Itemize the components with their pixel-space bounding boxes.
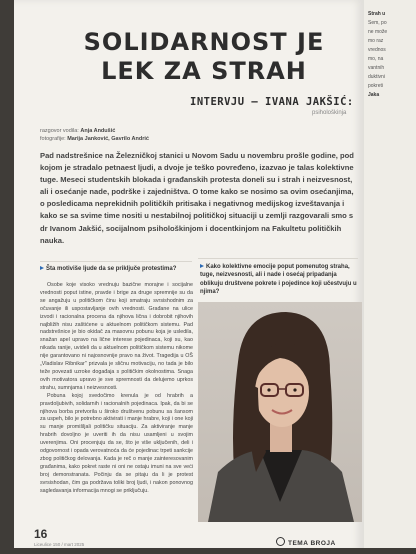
portrait-photo [198,302,362,522]
body-paragraph: Pobuna kojoj svedočimo krenula je od hrabrih a pravdoljubivih, solidarnih i racionalnih pojedinaca. Ipak, da bi se njihova borba pretvorila u široko društvenu pobunu sa šansom za uspeh, bilo je potrebno aktivirati i manje hrabre, koji i one koji su manje promišljali političku situaciju. Za aktiviranje manje hrabrih dovoljno je uveriti ih da nisu usamljeni u svojim uverenjima. Oni procenjuju da se, što je više uključenih, deli i odgovornost i opada verovatnoća da će pojedinac trpeti sankcije zbog političkog delovanja. Kada je reč o manje zainteresovanim građanima, kako pokret raste ni oni ne ostaju imuni na sve veći broj demonstranata. Počinju da se pitaju da li je protest svrsishodan, čim ga podržava toliki broj ljudi, i nakon ponovnog sagledavanja informacija mnogi se priključuju. [40,392,193,494]
magazine-page [14,0,364,554]
photographers: Marija Janković, Gavrilo Andrić [67,136,149,142]
facing-line: mo, na [368,56,384,62]
article-credits [40,127,149,143]
facing-line: Jaka [368,92,380,98]
portrait-illustration [198,302,362,522]
author-name: Anja Andušić [80,128,116,134]
facing-page [362,0,416,554]
question-right-text: Kako kolektivne emocije poput pomenutog straha, tuge, neizvesnosti, ali i nade i osećaj pripadanja oblikuju društvene pokrete i pojedince koji učestvuju u njima? [200,264,357,295]
facing-line: Strah u [368,11,386,17]
body-paragraph: Osobe koje visoko vrednuju bazične morajne i socijalne vrednosti poput istine, pravde i brige za druge spremnije su da se angažuju u političkom činu koji smatraju svrsishodnim za očuvanje ili uspostavljanje ovih vrednosti. Građane na ulice izvodi i racionalna procena da njihova lična i dobrobit njihovih najbližih nisu zaštićene u aktuelnom političkom sistemu. Pad nadstrešnice je bio okidač za masovnu pobunu koja je usledila, snažan apel upravo na lične interese pojedinaca, koji su, kao nikada ranije, uvideli da u aktuelnom političkom sistemu nikome nije garantovano ni najosnovnije pravo na život. Tragedija u OŠ „Vladislav Ribnikar" prizvala je sličnu motivaciju, no tada je bilo teže povezati uzroke događaja s političkim okolnostima. Snaga ovih motivatora upravo je sve spremnosti da delujemo uprkos strahu, sumnjama i neizvesnosti. [40,282,193,391]
author-label: razgovor vodila: [40,128,79,134]
article-title [54,28,354,86]
title-line-1: SOLIDARNOST JE [83,28,325,56]
facing-line: duktivni [368,74,385,80]
background-left [0,0,14,554]
facing-line: Sem, po [368,20,387,26]
subtitle-tag: psihološkinja [312,110,347,116]
section-tag-label: TEMA BROJA [288,540,336,547]
article-body [40,282,193,495]
title-line-2: LEK ZA STRAH [101,57,307,85]
facing-line: pokreti [368,83,384,89]
facing-line: vantnih [368,65,385,71]
arrow-icon [200,264,204,268]
facing-line: mo raz [368,38,384,44]
article-subtitle: INTERVJU – IVANA JAKŠIĆ: [190,96,354,108]
bottom-edge [0,548,416,554]
facing-line: vrednos [368,47,386,53]
page-number: 16 [34,527,48,541]
divider [40,261,192,262]
facing-line: ne može [368,29,388,35]
divider [198,258,358,259]
lead-paragraph: Pad nadstrešnice na Železničkoj stanici u Novom Sadu u novembru prošle godine, pod kojom je stradalo petnaest ljudi, a dvoje je teško povređeno, izazvao je talas kolektivne tuge. Meseci studentskih blokada i građanskih protesta doneli su i strah i neizvesnost, ali i osećanje nade, podrške i zajedništva. O tome kako se nosimo sa ovim osećanjima, o posledicama neprekidnih političkih pritisaka i negativnog medijskog izveštavanja i kako se sa svime time nositi u nestabilnoj političkoj situaciji u zemlji razgovarali smo s dr Ivanom Jakšić, socijalnom psihološkinjom i docentkinjom na Fakultetu političkih nauka. [40,151,354,245]
question-right [200,263,360,296]
question-left-text: Šta motiviše ljude da se priključe protestima? [46,266,177,272]
magazine-issue: Liceulice 150 / mart 2025 [34,542,85,547]
photo-label: fotografije: [40,136,66,142]
question-left [40,266,190,272]
arrow-icon [40,266,44,270]
circle-icon [276,537,285,546]
section-tag [276,537,336,547]
